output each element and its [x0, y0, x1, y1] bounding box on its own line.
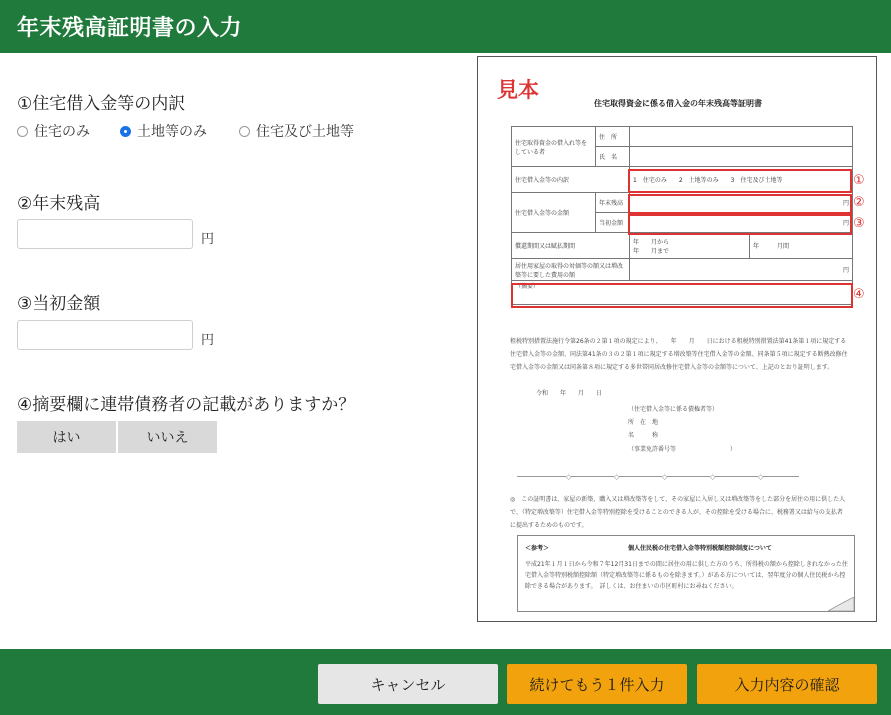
breakdown-value: 1 住宅のみ 2 土地等のみ 3 住宅及び土地等 [630, 167, 853, 193]
confirm-button[interactable]: 入力内容の確認 [697, 664, 877, 704]
term-from: 年 月から [633, 238, 670, 246]
circled-3: ③ [853, 216, 865, 231]
loan-breakdown-label: ①住宅借入金等の内訳 [17, 94, 186, 114]
radio-indicator[interactable] [120, 126, 131, 137]
cost-cell: 円 [630, 259, 853, 281]
radio-land-only[interactable] [120, 121, 207, 141]
balance-cell: 円 [630, 193, 853, 213]
diamond-icon: ◇ [614, 473, 620, 481]
issuer-line-1: （住宅借入金等に係る債権者等） [628, 406, 719, 413]
circled-2: ② [853, 195, 865, 210]
term-to: 年 月まで [633, 247, 670, 255]
date-line: 令和 年 月 日 [536, 390, 603, 397]
app-header [0, 0, 891, 53]
diamond-icon: ◇ [758, 473, 764, 481]
page-curl-icon [828, 597, 854, 611]
term-label: 償還期間又は賦払期間 [512, 233, 630, 259]
circled-4: ④ [853, 287, 865, 302]
initial-amount-input[interactable] [17, 320, 193, 350]
breakdown-label: 住宅借入金等の内訳 [512, 167, 630, 193]
name-cell [630, 147, 853, 167]
address-label: 住 所 [596, 127, 630, 147]
year-end-balance-label: ②年末残高 [17, 194, 101, 214]
sample-certificate [477, 56, 877, 622]
reference-tag: ＜参考＞ [525, 545, 550, 552]
cost-label: 居住用家屋の取得の対価等の額又は増改築等に要した費用の額 [512, 259, 630, 281]
name-label: 氏 名 [596, 147, 630, 167]
joint-debtor-question: ④摘要欄に連帯債務者の記載がありますか？ [17, 395, 356, 415]
radio-house-and-land[interactable] [239, 121, 354, 141]
amount-label: 住宅借入金等の金額 [512, 193, 596, 233]
radio-indicator[interactable] [17, 126, 28, 137]
initial-label: 当初金額 [596, 213, 630, 233]
balance-label: 年末残高 [596, 193, 630, 213]
reference-heading: 個人住民税の住宅借入金等特別税額控除制度について [628, 545, 772, 552]
yes-button[interactable]: はい [17, 421, 116, 453]
diamond-icon: ◇ [566, 473, 572, 481]
reference-box [517, 535, 855, 612]
note-text: ◎ この証明書は、家屋の新築、購入又は増改築等をして、その家屋に入居し又は増改築等をした部分を居住の用に供した人で、（特定増改築等）住宅借入金等特別控除を受けることのできる人が、その控除を受ける場合に、税務署又は給与の支払者に提出するためのものです。 [510, 496, 846, 529]
statement-text: 租税特別措置法施行令第26条の２第１項の規定により、 年 月 日における租税特別措置法第41条第１項に規定する住宅借入金等の金額、同法第41条の３の２第１項に規定する増改築等住宅借入金等の金額、同条第５項に規定する断熱改修住宅借入金等の金額又は同条第８項に規定する多世帯同居改修住宅借入金等の金額等について、上記のとおり証明します。 [510, 338, 848, 371]
add-another-button[interactable]: 続けてもう１件入力 [507, 664, 687, 704]
issuer-line-4: （事業免許番号等 ） [628, 446, 737, 453]
yen-unit: 円 [201, 232, 215, 247]
radio-label: 住宅のみ [34, 124, 90, 140]
highlight-balance [628, 194, 852, 214]
diamond-icon: ◇ [710, 473, 716, 481]
radio-label: 住宅及び土地等 [256, 124, 354, 140]
highlight-breakdown [628, 169, 852, 193]
radio-house-only[interactable] [17, 121, 90, 141]
circled-1: ① [853, 173, 865, 188]
remarks-cell: （摘要） [512, 281, 853, 305]
issuer-line-3: 名 称 [628, 432, 659, 439]
cancel-button[interactable]: キャンセル [318, 664, 498, 704]
diamond-icon: ◇ [662, 473, 668, 481]
sample-mark: 見本 [497, 78, 539, 102]
radio-label: 土地等のみ [137, 124, 207, 140]
reference-text: 平成21年１月１日から令和７年12月31日までの間に居住の用に供した方のうち、所得税の額から控除しきれなかった住宅借入金等特別税額控除額（特定増改築等に係るものを除きます。）がある方については、翌年度分の個人住民税から控除できる場合があります。 詳しくは、お住まいの市区町村にお尋ねください。 [525, 561, 848, 590]
year-end-balance-input[interactable] [17, 219, 193, 249]
term-years: 年 月間 [750, 233, 853, 259]
certificate-title: 住宅取得資金に係る借入金の年末残高等証明書 [594, 99, 762, 108]
highlight-initial [628, 214, 852, 235]
borrower-label: 住宅取得資金の借入れ等をしている者 [512, 127, 596, 167]
issuer-line-2: 所 在 地 [628, 419, 659, 426]
divider-line [517, 476, 799, 477]
yen-unit: 円 [201, 333, 215, 348]
page-title: 年末残高証明書の入力 [17, 16, 243, 41]
initial-amount-label: ③当初金額 [17, 294, 101, 314]
radio-indicator[interactable] [239, 126, 250, 137]
address-cell [630, 127, 853, 147]
term-range [630, 233, 750, 259]
highlight-remarks [511, 283, 853, 308]
no-button[interactable]: いいえ [118, 421, 217, 453]
initial-cell: 円 [630, 213, 853, 233]
